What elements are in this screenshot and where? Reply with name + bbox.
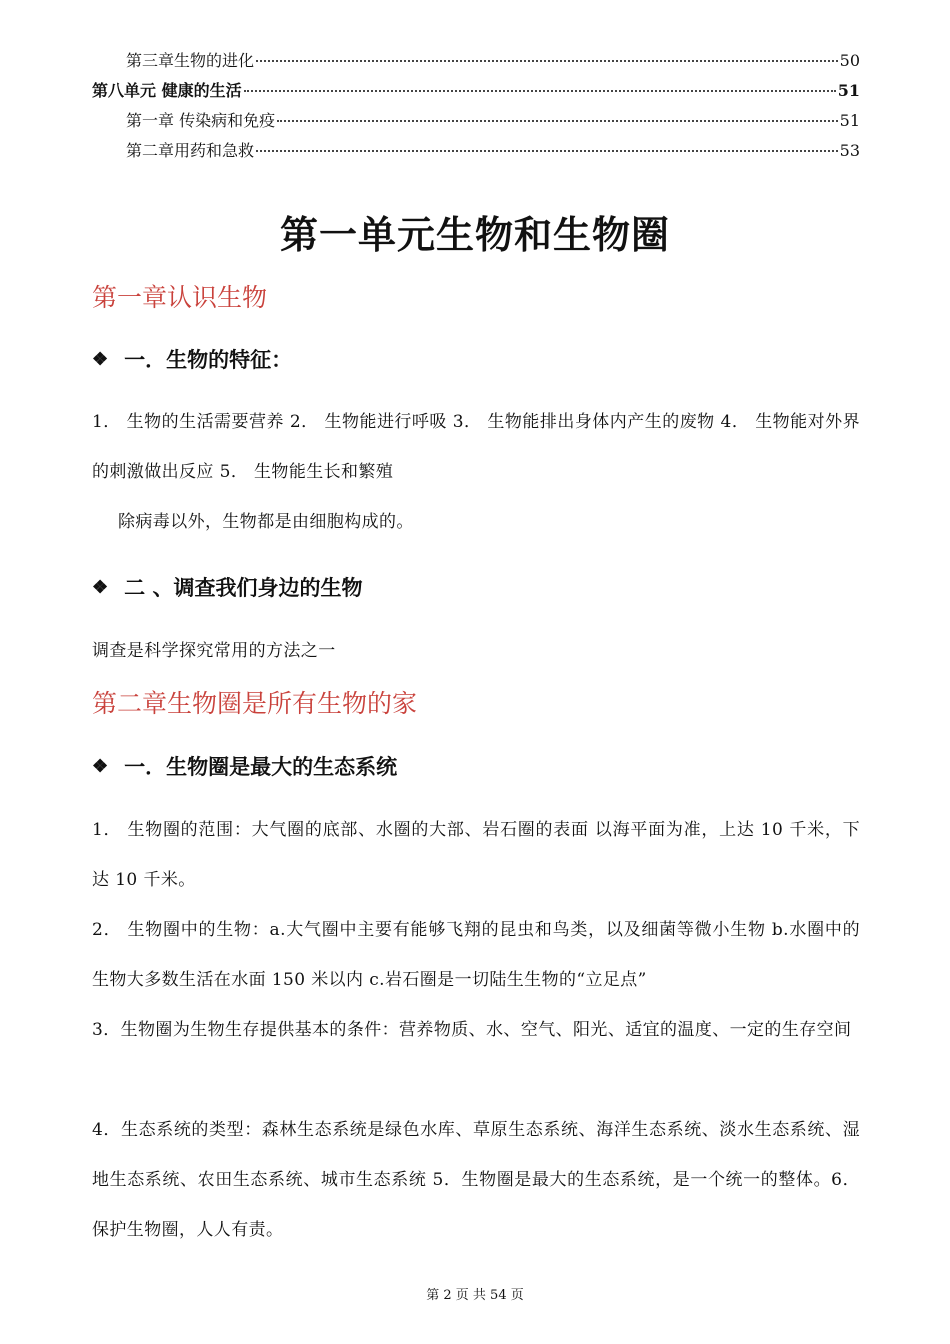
chapter-heading: 第一章认识生物	[92, 283, 268, 312]
paragraph: 1． 生物的生活需要营养 2． 生物能进行呼吸 3． 生物能排出身体内产生的废物 4． 生物能对外界的刺激做出反应 5． 生物能生长和繁殖	[92, 412, 860, 482]
section-heading-text: 一．生物的特征：	[124, 347, 293, 372]
diamond-bullet-icon: ❖	[92, 348, 109, 370]
paragraph: 2． 生物圈中的生物：a.大气圈中主要有能够飞翔的昆虫和鸟类，以及细菌等微小生物 b.水圈中的生物大多数生活在水面 150 米以内 c.岩石圈是一切陆生生物的“立足点”	[92, 920, 860, 990]
toc-dot-leader	[256, 60, 838, 62]
chapter-heading: 第二章生物圈是所有生物的家	[92, 689, 418, 718]
diamond-bullet-icon: ❖	[92, 755, 109, 777]
paragraph: 1． 生物圈的范围：大气圈的底部、水圈的大部、岩石圈的表面 以海平面为准，上达 10 千米，下达 10 千米。	[92, 820, 860, 890]
table-of-contents	[92, 48, 860, 168]
toc-entry-page: 51	[837, 81, 860, 100]
section-heading	[92, 572, 362, 602]
toc-entry[interactable]	[92, 108, 860, 138]
section-heading-text: 二 、调查我们身边的生物	[124, 575, 363, 600]
toc-entry-title: 第一章 传染病和免疫	[126, 111, 276, 130]
toc-entry-page: 53	[839, 141, 860, 160]
section-heading	[92, 344, 292, 374]
section-heading-text: 一．生物圈是最大的生态系统	[124, 754, 398, 779]
toc-entry-title: 第三章生物的进化	[126, 51, 255, 70]
paragraph: 3．生物圈为生物生存提供基本的条件：营养物质、水、空气、阳光、适宜的温度、一定的生存空间	[92, 1020, 852, 1040]
paragraph: 调查是科学探究常用的方法之一	[92, 641, 336, 661]
diamond-bullet-icon: ❖	[92, 576, 109, 598]
toc-dot-leader	[256, 150, 838, 152]
toc-entry-page: 51	[839, 111, 860, 130]
unit-title: 第一单元生物和生物圈	[279, 212, 670, 257]
toc-entry-title: 第二章用药和急救	[126, 141, 255, 160]
toc-entry[interactable]	[92, 78, 860, 108]
toc-entry-page: 50	[839, 51, 860, 70]
toc-entry-title: 第八单元 健康的生活	[92, 81, 242, 100]
paragraph: 除病毒以外，生物都是由细胞构成的。	[118, 512, 414, 532]
section-heading	[92, 751, 397, 781]
toc-entry[interactable]	[92, 48, 860, 78]
toc-dot-leader	[244, 90, 836, 92]
page-footer: 第 2 页 共 54 页	[426, 1288, 524, 1303]
paragraph: 4．生态系统的类型：森林生态系统是绿色水库、草原生态系统、海洋生态系统、淡水生态系统、湿地生态系统、农田生态系统、城市生态系统 5．生物圈是最大的生态系统，是一个统一的整体。6．保护生物圈，人人有责。	[92, 1120, 860, 1240]
toc-entry[interactable]	[92, 138, 860, 168]
toc-dot-leader	[277, 120, 838, 122]
